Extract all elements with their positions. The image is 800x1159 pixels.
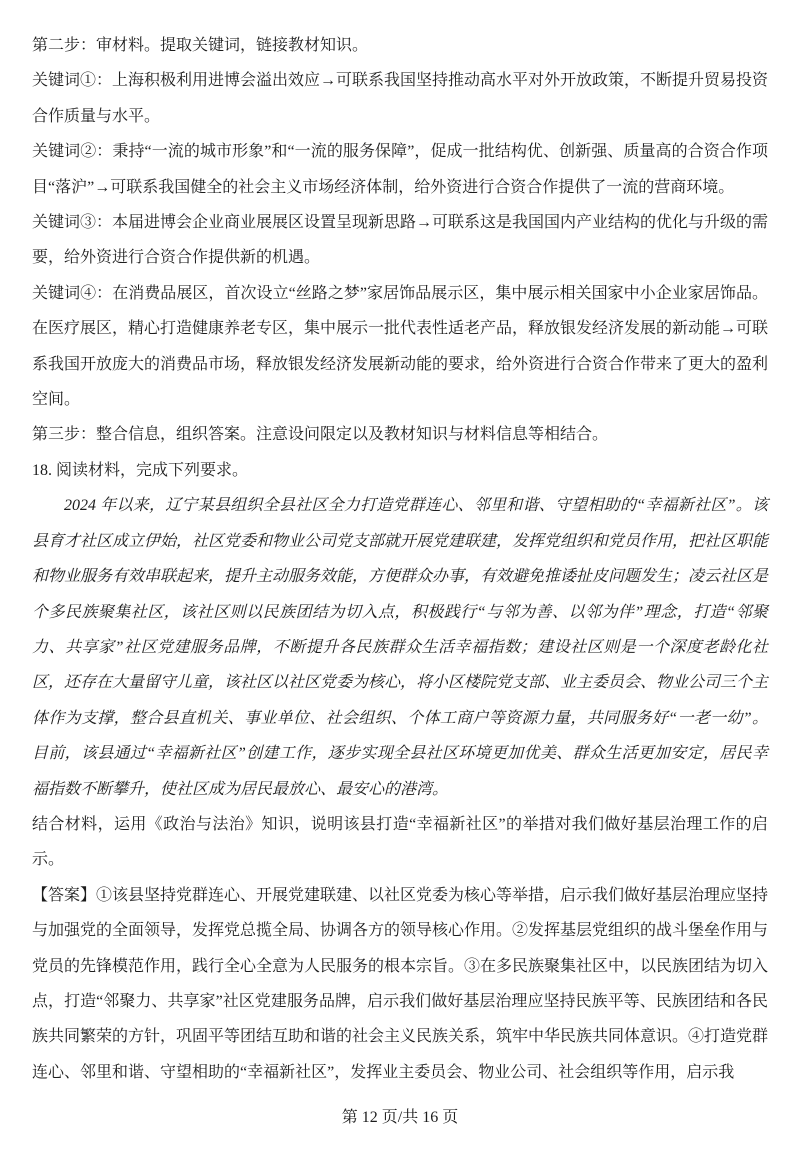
keyword-1-paragraph: 关键词①：上海积极利用进博会溢出效应→可联系我国坚持推动高水平对外开放政策，不断提升贸易投资合作质量与水平。 <box>32 72 769 125</box>
question-18-heading: 18. 阅读材料，完成下列要求。 <box>32 461 249 479</box>
answer-18-paragraph: 【答案】①该县坚持党群连心、开展党建联建、以社区党委为核心等举措，启示我们做好基层治理应坚持与加强党的全面领导，发挥党总揽全局、协调各方的领导核心作用。②发挥基层党组织的战斗堡垒作用与党员的先锋模范作用，践行全心全意为人民服务的根本宗旨。③在多民族聚集社区中，以民族团结为切入点，打造“邻聚力、共享家”社区党建服务品牌，启示我们做好基层治理应坚持民族平等、民族团结和各民族共同繁荣的方针，巩固平等团结互助和谐的社会主义民族关系，筑牢中华民族共同体意识。④打造党群连心、邻里和谐、守望相助的“幸福新社区”，发挥业主委员会、物业公司、社会组织等作用，启示我 <box>32 886 769 1081</box>
page-number-footer: 第 12 页/共 16 页 <box>341 1109 459 1126</box>
keyword-3-paragraph: 关键词③：本届进博会企业商业展展区设置呈现新思路→可联系这是我国国内产业结构的优化与升级的需要，给外资进行合资合作提供新的机遇。 <box>32 214 769 267</box>
keyword-4-paragraph: 关键词④：在消费品展区，首次设立“丝路之梦”家居饰品展示区，集中展示相关国家中小企业家居饰品。在医疗展区，精心打造健康养老专区，集中展示一批代表性适老产品，释放银发经济发展的新动能→可联系我国开放庞大的消费品市场，释放银发经济发展新动能的要求，给外资进行合资合作带来了更大的盈利空间。 <box>32 284 769 409</box>
question-18-prompt: 结合材料，运用《政治与法治》知识，说明该县打造“幸福新社区”的举措对我们做好基层治理工作的启示。 <box>32 815 768 869</box>
step2-instruction: 第二步：审材料。提取关键词，链接教材知识。 <box>32 37 369 54</box>
keyword-2-paragraph: 关键词②：秉持“一流的城市形象”和“一流的服务保障”，促成一批结构优、创新强、质量高的合资合作项目“落沪”→可联系我国健全的社会主义市场经济体制，给外资进行合资合作提供了一流的营商环境。 <box>32 143 768 196</box>
question-18-material: 2024 年以来，辽宁某县组织全县社区全力打造党群连心、邻里和谐、守望相助的“幸福新社区”。该县育才社区成立伊始，社区党委和物业公司党支部就开展党建联建，发挥党组织和党员作用，把社区职能和物业服务有效串联起来，提升主动服务效能，方便群众办事，有效避免推诿扯皮问题发生；凌云社区是个多民族聚集社区，该社区则以民族团结为切入点，积极践行“与邻为善、以邻为伴”理念，打造“邻聚力、共享家”社区党建服务品牌，不断提升各民族群众生活幸福指数；建设社区则是一个深度老龄化社区，还存在大量留守儿童，该社区以社区党委为核心，将小区楼院党支部、业主委员会、物业公司三个主体作为支撑，整合县直机关、事业单位、社会组织、个体工商户等资源力量，共同服务好“一老一幼”。目前，该县通过“幸福新社区”创建工作，逐步实现全县社区环境更加优美、群众生活更加安定，居民幸福指数不断攀升，使社区成为居民最放心、最安心的港湾。 <box>32 497 769 798</box>
step3-instruction: 第三步：整合信息，组织答案。注意设问限定以及教材知识与材料信息等相结合。 <box>32 426 609 444</box>
